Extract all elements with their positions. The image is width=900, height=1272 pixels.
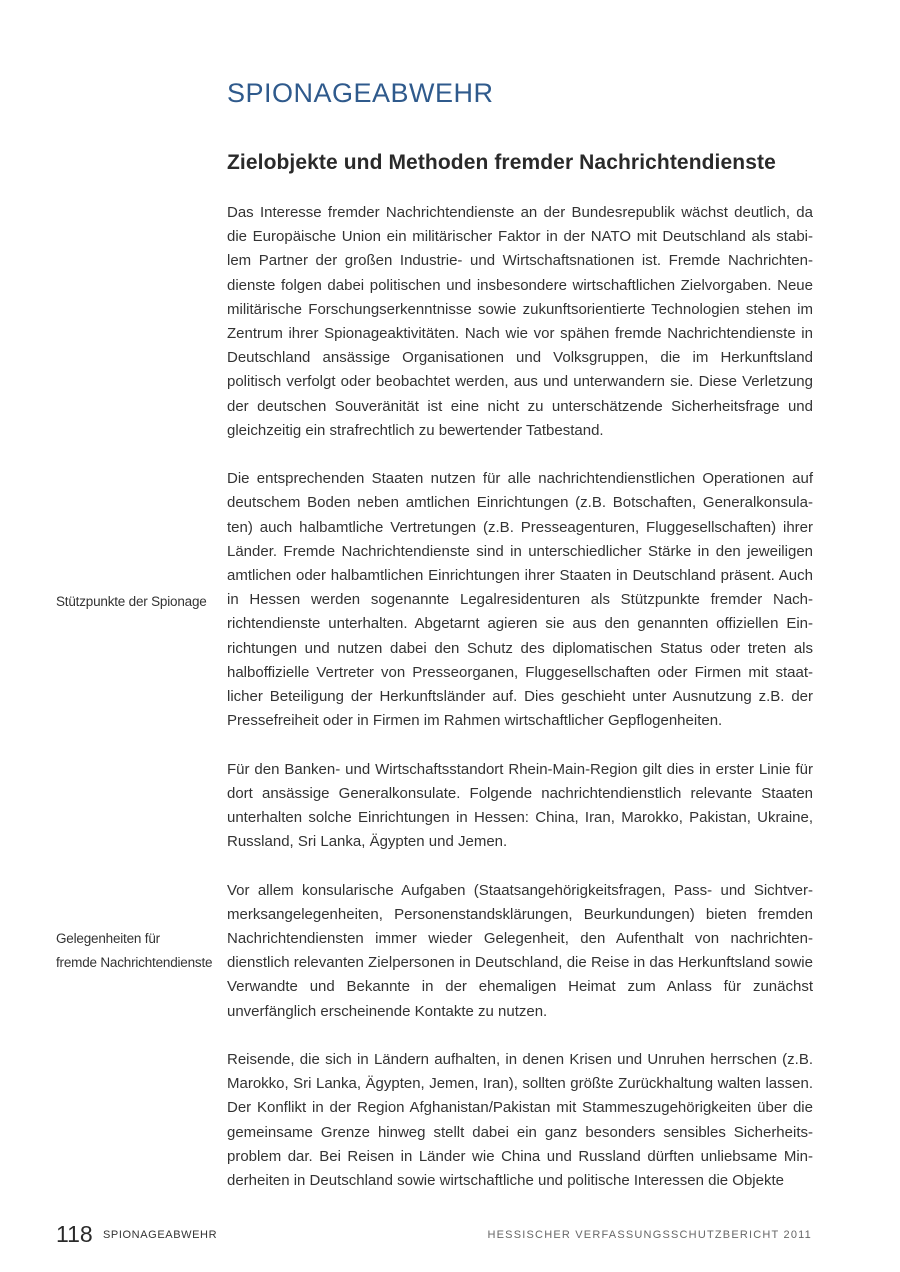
section-title: SPIONAGEABWEHR: [227, 78, 494, 108]
paragraph: Die entsprechenden Staaten nutzen für alle nachrichtendienstlichen Operationen auf deutschem Boden neben amtlichen Einrichtungen (z.B. Botschaften, Generalkonsulaten) auch halbamtliche Vertretungen (z.B. Presseagenturen, Fluggesellschaften) ihrer Länder. Fremde Nachrichtendienste sind in unterschiedlicher Stärke in den jeweiligen amtlichen oder halbamtlichen Einrichtungen ihrer Staaten in Deutschland präsent. Auch in Hessen werden sogenannte Legalresidenturen als Stützpunkte fremder Nachrichtendienste unterhalten. Abgetarnt agieren sie aus den genannten offiziellen Einrichtungen und nutzen dabei den Schutz des diplomatischen Status oder treten als halboffizielle Vertreter von Presseorganen, Fluggesellschaften oder Firmen mit staatlicher Beteiligung der Herkunftsländer auf. Dies geschieht unter Ausnutzung z.B. der Pressefreiheit oder in Firmen im Rahmen wirtschaftlicher Gepflogenheiten.: [227, 470, 813, 730]
page-heading: Zielobjekte und Methoden fremder Nachrichtendienste: [227, 151, 776, 174]
margin-note-line: Gelegenheiten für: [56, 931, 160, 946]
margin-note-line: fremde Nachrichtendienste: [56, 955, 213, 970]
paragraph: Für den Banken- und Wirtschaftsstandort Rhein-Main-Region gilt dies in erster Linie für dort ansässige Generalkonsulate. Folgende nachrichtendienstlich relevante Staaten unterhalten solche Einrichtungen in Hessen: China, Iran, Marokko, Pakistan, Ukraine, Russland, Sri Lanka, Ägypten und Jemen.: [227, 760, 813, 851]
paragraph: Vor allem konsularische Aufgaben (Staatsangehörigkeitsfragen, Pass- und Sichtvermerksangelegenheiten, Personenstandsklärungen, Beurkundungen) bieten fremden Nachrichtendiensten immer wieder Gelegenheit, den Aufenthalt von nachrichtendienstlich relevanten Zielpersonen in Deutschland, die Reise in das Herkunftsland sowie Verwandte und Bekannte in der ehemaligen Heimat zum Anlass für zunächst unverfänglich erscheinende Kontakte zu nutzen.: [227, 881, 813, 1020]
footer-publication: HESSISCHER VERFASSUNGSSCHUTZBERICHT 2011: [487, 1229, 812, 1241]
paragraph: Das Interesse fremder Nachrichtendienste an der Bundesrepublik wächst deutlich, da die Europäische Union ein militärischer Faktor in der NATO mit Deutschland als stabilem Partner der großen Industrie- und Wirtschaftsnationen ist. Fremde Nachrichtendienste folgen dabei politischen und insbesondere wirtschaftlichen Zielvorgaben. Neue militärische Forschungserkenntnisse sowie zukunftsorientierte Technologien stehen im Zentrum ihrer Spionageaktivitäten. Nach wie vor spähen fremde Nachrichtendienste in Deutschland ansässige Organisationen und Volksgruppen, die im Herkunftsland politisch verfolgt oder beobachtet werden, aus und unterwandern sie. Diese Verletzung der deutschen Souveränität ist eine nicht zu unterschätzende Sicherheitsfrage und gleichzeitig ein strafrechtlich zu bewertender Tatbestand.: [227, 204, 813, 439]
margin-note: [56, 927, 212, 975]
footer-section-label: SPIONAGEABWEHR: [103, 1229, 218, 1241]
margin-note: [56, 590, 207, 614]
paragraph: Reisende, die sich in Ländern aufhalten, in denen Krisen und Unruhen herrschen (z.B. Marokko, Sri Lanka, Ägypten, Jemen, Iran), sollten größte Zurückhaltung walten lassen. Der Konflikt in der Region Afghanistan/Pakistan mit Stammeszugehörigkeiten über die gemeinsame Grenze hinweg stellt dabei ein ganz besonders sensibles Sicherheitsproblem dar. Bei Reisen in Länder wie China und Russland dürften unliebsame Minderheiten in Deutschland sowie wirtschaftliche und politische Interessen die Objekte: [227, 1051, 813, 1190]
page-number: 118: [56, 1221, 93, 1247]
body-text: [227, 201, 813, 1193]
margin-note-text: Stützpunkte der Spionage: [56, 594, 207, 609]
